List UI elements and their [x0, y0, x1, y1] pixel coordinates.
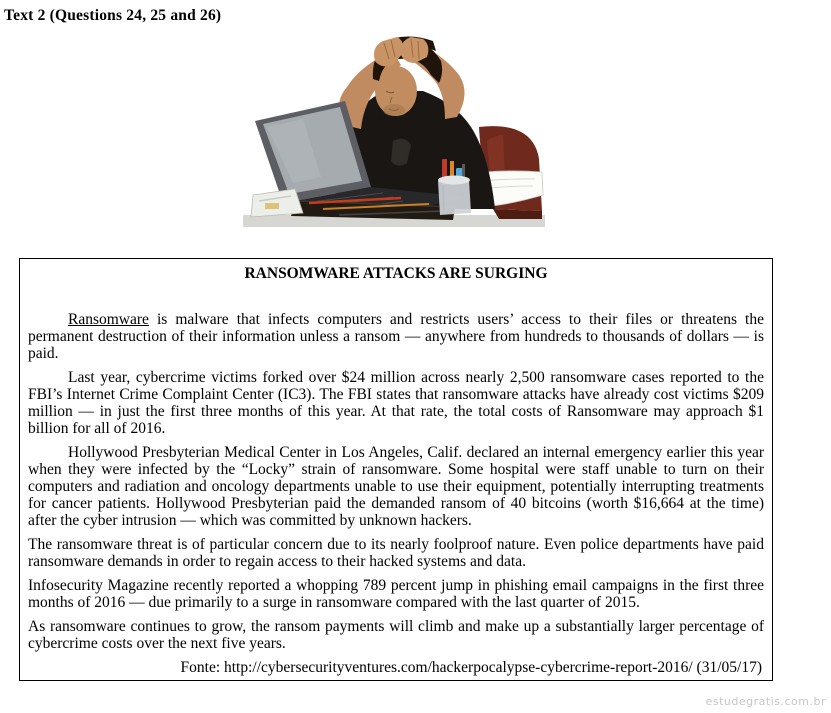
stressed-man-illustration — [243, 31, 545, 227]
watermark: estudegratis.com.br — [705, 695, 826, 708]
paragraph-6: As ransomware continues to grow, the ransom payments will climb and make up a substantially larger percentage of cybercrime costs over the next five years. — [28, 618, 764, 652]
paragraph-5: Infosecurity Magazine recently reported a whopping 789 percent jump in phishing email campaigns in the first three months of 2016 — due primarily to a surge in ransomware compared with the last quarter of 2015. — [28, 577, 764, 611]
article-box — [19, 258, 773, 681]
paragraph-3: Hollywood Presbyterian Medical Center in Los Angeles, Calif. declared an internal emergency earlier this year when they were infected by the “Locky” strain of ransomware. Some hospital were staff unable to turn on their computers and radiation and oncology departments unable to use their equipment, potentially interrupting treatments for cancer patients. Hollywood Presbyterian paid the demanded ransom of 40 bitcoins (worth $16,664 at the time) after the cyber intrusion — which was committed by unknown hackers. — [28, 444, 764, 529]
paragraph-2: Last year, cybercrime victims forked over $24 million across nearly 2,500 ransomware cases reported to the FBI’s Internet Crime Complaint Center (IC3). The FBI states that ransomware attacks have already cost victims $209 million — in just the first three months of this year. At that rate, the total costs of Ransomware may approach $1 billion for all of 2016. — [28, 369, 764, 437]
stressed-man-photo — [243, 31, 545, 227]
text-header: Text 2 (Questions 24, 25 and 26) — [4, 7, 222, 24]
paragraph-1 — [28, 311, 764, 362]
ransomware-term: Ransomware — [68, 311, 149, 328]
source-line: Fonte: http://cybersecurityventures.com/hackerpocalypse-cybercrime-report-2016/ (31/05/17) — [180, 659, 762, 676]
paragraph-1-text: is malware that infects computers and restricts users’ access to their files or threatens the permanent destruction of their information unless a ransom — anywhere from hundreds to thousands of dollars — is paid. — [28, 311, 764, 362]
article-title: RANSOMWARE ATTACKS ARE SURGING — [244, 265, 548, 282]
paragraph-4: The ransomware threat is of particular concern due to its nearly foolproof nature. Even police departments have paid ransomware demands in order to regain access to their hacked systems and data. — [28, 536, 764, 570]
